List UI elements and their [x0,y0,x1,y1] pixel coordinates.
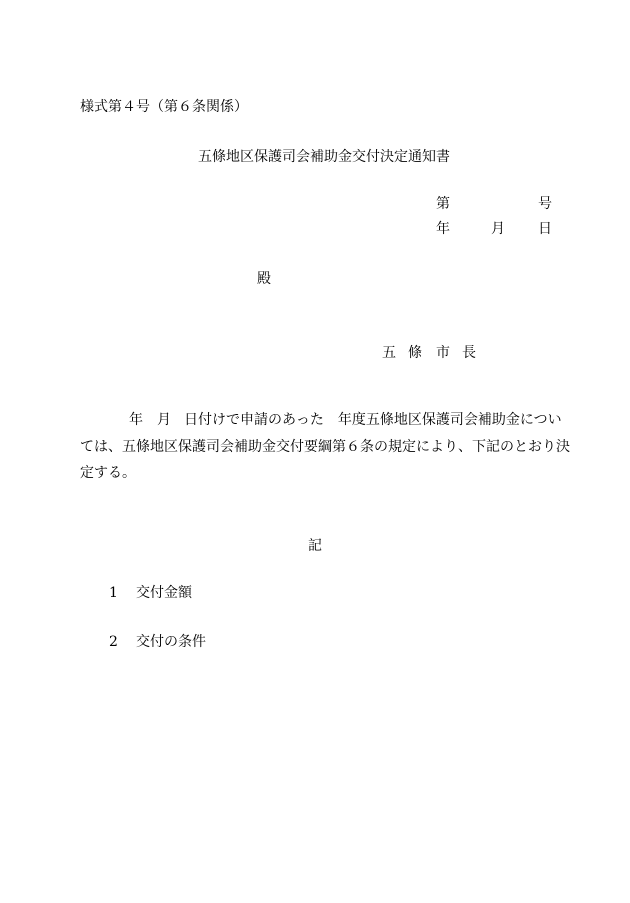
doc-number-dai: 第 [436,196,450,212]
item-1-number: 1 [109,585,118,601]
document-title: 五條地区保護司会補助金交付決定通知書 [198,149,450,165]
issuer-char-3: 市 [436,345,450,361]
ki-heading: 記 [308,538,322,554]
date-month: 月 [491,221,505,237]
form-label: 様式第４号（第６条関係） [80,99,248,115]
body-line1-rest: 日付けで申請のあった 年度五條地区保護司会補助金につい [184,412,562,428]
item-1-label: 交付金額 [136,585,192,601]
date-day: 日 [538,221,552,237]
body-line1-year: 年 [129,412,143,428]
issuer-char-2: 條 [408,345,422,361]
item-2-label: 交付の条件 [136,634,206,650]
body-line2: ては、五條地区保護司会補助金交付要綱第６条の規定により、下記のとおり決 [80,439,570,455]
doc-number-go: 号 [538,196,552,212]
addressee-suffix: 殿 [257,271,271,287]
item-2-number: 2 [109,634,118,650]
date-year: 年 [436,221,450,237]
body-line1-month: 月 [157,412,171,428]
issuer-char-4: 長 [462,345,476,361]
body-line3: 定する。 [80,465,136,481]
issuer-char-1: 五 [382,345,396,361]
